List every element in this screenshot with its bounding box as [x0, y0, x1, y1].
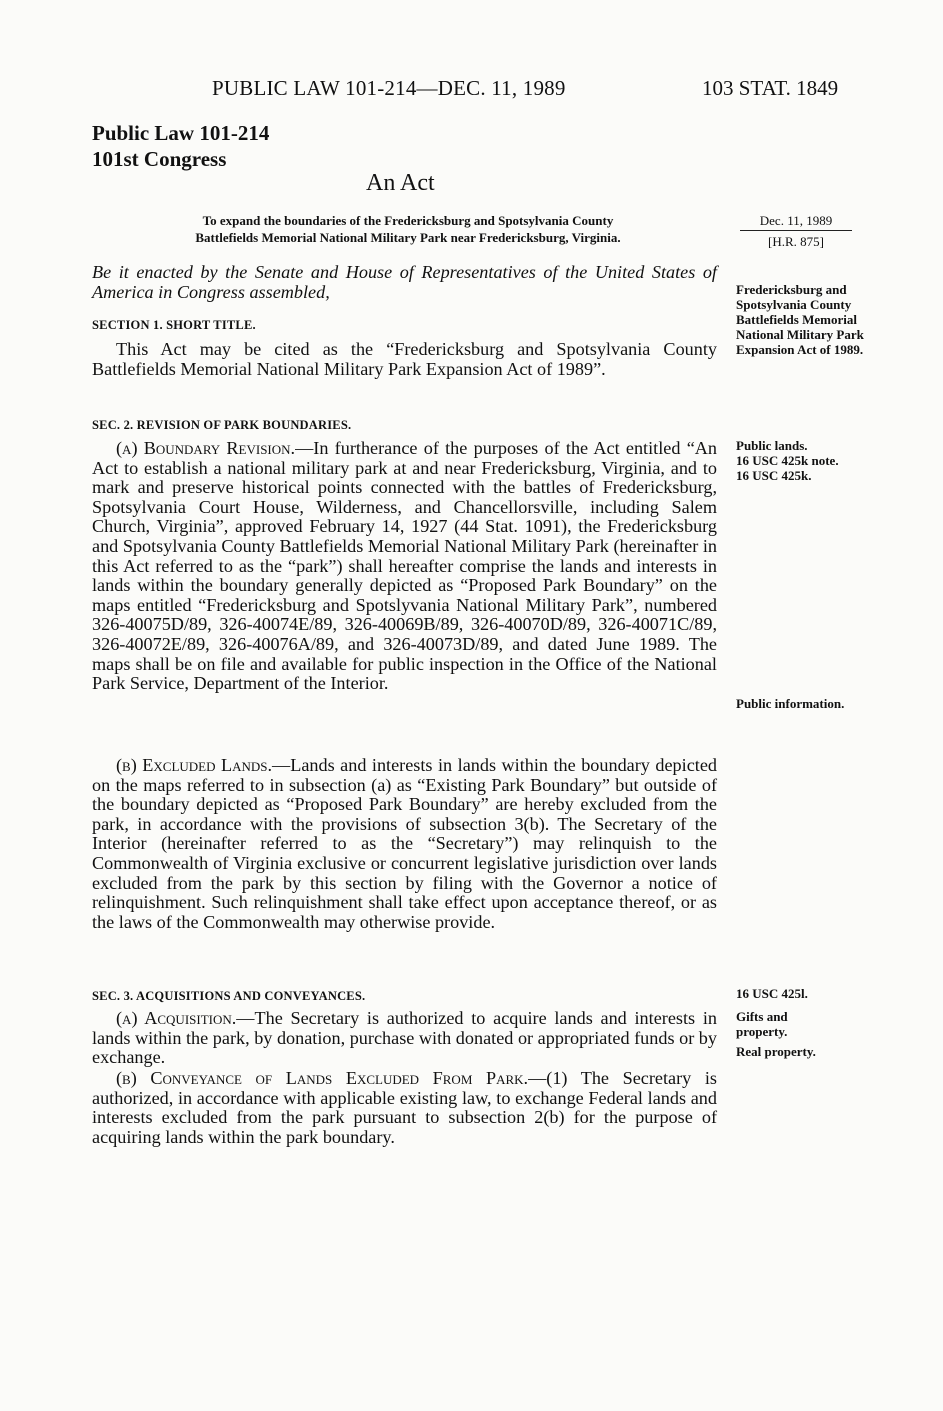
act-title: An Act: [366, 170, 435, 196]
section-2a-label: (a) Boundary Revision.: [116, 438, 296, 458]
section-1-text: This Act may be cited as the “Fredericksburg and Spotsylvania County Battlefields Memorial National Military Park Expansion Act of 1989”.: [92, 339, 717, 379]
section-2b-label: (b) Excluded Lands.: [116, 755, 273, 775]
section-3-heading: SEC. 3. ACQUISITIONS AND CONVEYANCES.: [92, 989, 366, 1003]
margin-note-usc-425l: 16 USC 425l.: [736, 986, 808, 1001]
section-3b-paragraph: [92, 1069, 717, 1147]
purpose-statement: [118, 212, 698, 246]
section-2a-paragraph: [92, 439, 717, 694]
enacting-clause: Be it enacted by the Senate and House of Representatives of the United States of America in Congress assembled,: [92, 262, 717, 302]
margin-public-lands: Public lands.: [736, 438, 808, 453]
section-3b-text: —(1) The Secretary is authorized, in accordance with applicable existing law, to exchange Federal lands and interests excluded from the park pursuant to subsection 2(b) for the purpose of acquiring lands within the park boundary.: [92, 1068, 717, 1147]
section-2b-text: —Lands and interests in lands within the boundary depicted on the maps referred to in subsection (a) as “Existing Park Boundary” but outside of the boundary depicted as “Proposed Park Boundary” are hereby excluded from the park, in accordance with the provisions of subsection 3(b). The Secretary of the Interior (hereinafter referred to as the “Secretary”) may relinquish to the Commonwealth of Virginia exclusive or concurrent legislative jurisdiction over lands excluded from the park by this section by filing with the Governor a notice of relinquishment. Such relinquishment shall take effect upon acceptance thereof, or as the laws of the Commonwealth may otherwise provide.: [92, 755, 717, 932]
section-2b-paragraph: [92, 756, 717, 932]
section-3b-label: (b) Conveyance of Lands Excluded From Park.: [116, 1068, 529, 1088]
margin-usc-425k: 16 USC 425k.: [736, 468, 812, 483]
section-3a-paragraph: [92, 1009, 717, 1068]
margin-note-short-title: Fredericksburg and Spotsylvania County Battlefields Memorial National Military Park Expansion Act of 1989.: [736, 282, 864, 357]
public-law-number: Public Law 101-214: [92, 121, 270, 145]
congress-label: 101st Congress: [92, 147, 227, 171]
section-3a-label: (a) Acquisition.: [116, 1008, 237, 1028]
section-1-heading: SECTION 1. SHORT TITLE.: [92, 318, 256, 332]
date-box: [740, 212, 852, 250]
running-head: PUBLIC LAW 101-214—DEC. 11, 1989: [212, 76, 566, 100]
margin-note-gifts: Gifts and property.: [736, 1009, 788, 1039]
purpose-line-1: To expand the boundaries of the Fredericksburg and Spotsylvania County: [202, 213, 614, 228]
statute-reference: 103 STAT. 1849: [702, 76, 839, 100]
bill-number: [H.R. 875]: [768, 234, 824, 249]
enactment-date: Dec. 11, 1989: [759, 213, 833, 228]
margin-note-real-property: Real property.: [736, 1044, 816, 1059]
purpose-line-2: Battlefields Memorial National Military Park near Fredericksburg, Virginia.: [195, 230, 621, 245]
margin-usc-note: 16 USC 425k note.: [736, 453, 839, 468]
section-3a-text: —The Secretary is authorized to acquire lands and interests in lands within the park, by donation, purchase with donated or appropriated funds or by exchange.: [92, 1008, 717, 1068]
margin-note-public-lands: [736, 438, 868, 483]
margin-note-public-info: Public information.: [736, 696, 845, 711]
date-rule: [740, 230, 852, 231]
section-2-heading: SEC. 2. REVISION OF PARK BOUNDARIES.: [92, 418, 352, 432]
section-2a-text: —In furtherance of the purposes of the Act entitled “An Act to establish a national military park at and near Fredericksburg, Virginia, and to mark and preserve historical points connected with the battles of Fredericksburg, Spotsylvania Court House, Wilderness, and Chancellorsville, including Salem Church, Virginia”, approved February 14, 1927 (44 Stat. 1091), the Fredericksburg and Spotsylvania County Battlefields Memorial National Military Park (hereinafter in this Act referred to as the “park”) shall hereafter comprise the lands and interests in lands within the boundary generally depicted as “Proposed Park Boundary” on the maps entitled “Fredericksburg and Spotslyvania National Military Park”, numbered 326-40075D/89, 326-40074E/89, 326-40069B/89, 326-40070D/89, 326-40071C/89, 326-40072E/89, 326-40076A/89, and 326-40073D/89, and dated June 1989. The maps shall be on file and available for public inspection in the Office of the National Park Service, Department of the Interior.: [92, 438, 717, 694]
